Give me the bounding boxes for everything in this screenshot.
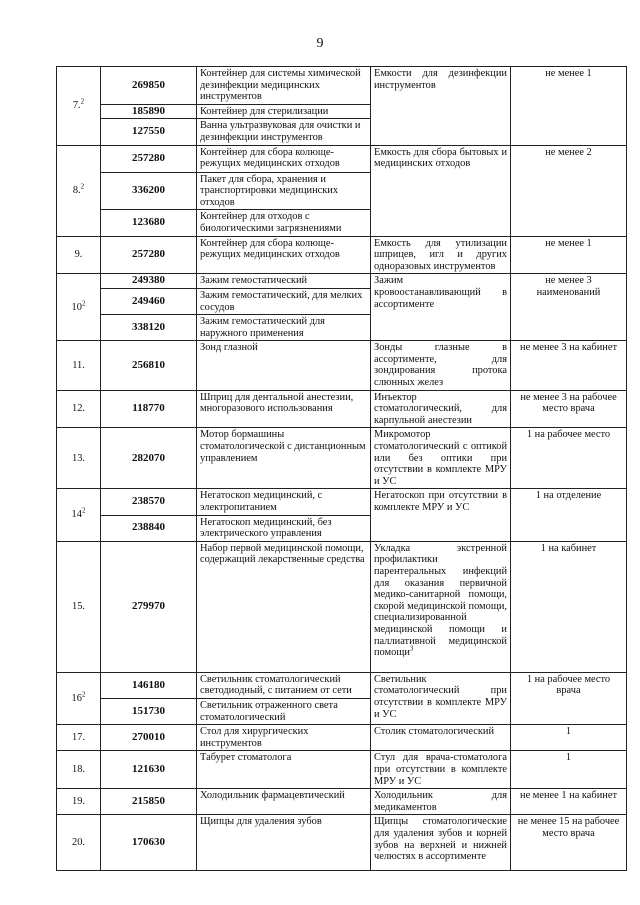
row-number-text: 14 xyxy=(71,509,82,521)
required-quantity: не менее 1 xyxy=(511,236,627,274)
row-number-text: 20. xyxy=(72,837,85,849)
required-quantity: не менее 3 на рабочее место врача xyxy=(511,390,627,428)
product-name: Зонд глазной xyxy=(197,341,371,390)
table-row xyxy=(57,67,627,105)
product-name: Светильник стоматологический светодиодный, с питанием от сети xyxy=(197,672,371,698)
row-number xyxy=(57,274,101,341)
product-code: 338120 xyxy=(101,315,197,341)
row-number-text: 16 xyxy=(71,692,82,704)
product-name: Контейнер для стерилизации xyxy=(197,104,371,119)
equipment-text: Столик стоматологический xyxy=(374,726,495,738)
equipment-text: Микромотор стоматологический с оптикой или без оптики при отсутствии в комплекте МРУ и УС xyxy=(374,429,507,487)
footnote-mark: 3 xyxy=(409,644,414,653)
product-name: Пакет для сбора, хранения и транспортировки медицинских отходов xyxy=(197,172,371,210)
product-name: Ванна ультразвуковая для очистки и дезинфекции инструментов xyxy=(197,119,371,145)
equipment-name xyxy=(371,789,511,815)
required-quantity: не менее 1 на кабинет xyxy=(511,789,627,815)
page-number: 9 xyxy=(316,36,324,51)
equipment-text: Емкость для утилизации шприцев, игл и других одноразовых инструментов xyxy=(374,237,507,272)
product-code: 123680 xyxy=(101,210,197,236)
row-number-text: 19. xyxy=(72,795,85,807)
product-name: Негатоскоп медицинский, без электрического управления xyxy=(197,515,371,541)
row-number-text: 8. xyxy=(72,184,81,196)
row-number-text: 11. xyxy=(72,359,85,371)
required-quantity: не менее 3 на кабинет xyxy=(511,341,627,390)
product-name: Щипцы для удаления зубов xyxy=(197,815,371,871)
row-number xyxy=(57,145,101,236)
equipment-text: Укладка экстренной профилактики парентеральных инфекций для оказания первичной медико-санитарной помощи, скорой медицинской помощи, специализированной медицинской помощи и паллиативной медицинской помощи xyxy=(374,542,507,659)
row-number-text: 13. xyxy=(72,452,85,464)
required-quantity: 1 на отделение xyxy=(511,489,627,541)
required-quantity: 1 на рабочее место xyxy=(511,428,627,489)
product-name: Мотор бормашины стоматологической с дистанционным управлением xyxy=(197,428,371,489)
table-row xyxy=(57,789,627,815)
table-row xyxy=(57,390,627,428)
product-name: Контейнер для отходов с биологическими загрязнениями xyxy=(197,210,371,236)
product-name: Контейнер для системы химической дезинфекции медицинских инструментов xyxy=(197,67,371,105)
equipment-name xyxy=(371,725,511,751)
product-code: 118770 xyxy=(101,390,197,428)
row-number-text: 17. xyxy=(72,731,85,743)
product-code: 279970 xyxy=(101,541,197,672)
equipment-text: Светильник стоматологический при отсутствии в комплекте МРУ и УС xyxy=(374,673,507,720)
equipment-text: Негатоскоп при отсутствии в комплекте МРУ и УС xyxy=(374,490,507,513)
product-name: Шприц для дентальной анестезии, многоразового использования xyxy=(197,390,371,428)
product-code: 257280 xyxy=(101,236,197,274)
required-quantity: 1 xyxy=(511,725,627,751)
equipment-name xyxy=(371,672,511,724)
equipment-name xyxy=(371,751,511,789)
product-name: Зажим гемостатический xyxy=(197,274,371,289)
equipment-text: Емкости для дезинфекции инструментов xyxy=(374,68,507,91)
footnote-mark: 2 xyxy=(80,97,85,106)
required-quantity: не менее 15 на рабочее место врача xyxy=(511,815,627,871)
product-code: 127550 xyxy=(101,119,197,145)
product-code: 257280 xyxy=(101,145,197,172)
product-code: 238570 xyxy=(101,489,197,515)
equipment-name xyxy=(371,815,511,871)
product-code: 256810 xyxy=(101,341,197,390)
table-row xyxy=(57,725,627,751)
product-code: 238840 xyxy=(101,515,197,541)
required-quantity: не менее 3 наименований xyxy=(511,274,627,341)
equipment-name xyxy=(371,145,511,236)
required-quantity: 1 на кабинет xyxy=(511,541,627,672)
row-number-text: 7. xyxy=(72,99,81,111)
row-number-text: 10 xyxy=(71,301,82,313)
row-number xyxy=(57,341,101,390)
product-code: 146180 xyxy=(101,672,197,698)
equipment-table xyxy=(56,66,627,871)
product-code: 151730 xyxy=(101,698,197,724)
equipment-name xyxy=(371,489,511,541)
row-number xyxy=(57,428,101,489)
equipment-text: Инъектор стоматологический, для карпульной анестезии xyxy=(374,391,507,426)
row-number xyxy=(57,725,101,751)
product-code: 121630 xyxy=(101,751,197,789)
equipment-text: Щипцы стоматологические для удаления зубов и корней зубов на верхней и нижней челюстях в ассортименте xyxy=(374,816,507,863)
table-row xyxy=(57,274,627,289)
row-number xyxy=(57,672,101,724)
equipment-text: Холодильник для медикаментов xyxy=(374,790,507,813)
equipment-name xyxy=(371,67,511,146)
product-code: 249380 xyxy=(101,274,197,289)
row-number xyxy=(57,236,101,274)
row-number xyxy=(57,789,101,815)
product-name: Зажим гемостатический, для мелких сосудов xyxy=(197,288,371,314)
equipment-text: Стул для врача-стоматолога при отсутствии в комплекте МРУ и УС xyxy=(374,752,507,787)
row-number xyxy=(57,815,101,871)
equipment-name xyxy=(371,390,511,428)
equipment-text: Зажим кровоостанавливающий в ассортименте xyxy=(374,275,507,310)
product-code: 170630 xyxy=(101,815,197,871)
table-row xyxy=(57,489,627,515)
equipment-name xyxy=(371,341,511,390)
equipment-name xyxy=(371,236,511,274)
product-code: 215850 xyxy=(101,789,197,815)
equipment-name xyxy=(371,541,511,672)
row-number xyxy=(57,751,101,789)
row-number-text: 9. xyxy=(74,249,83,261)
table-row xyxy=(57,541,627,672)
equipment-name xyxy=(371,428,511,489)
product-name: Набор первой медицинской помощи, содержащий лекарственные средства xyxy=(197,541,371,672)
product-name: Табурет стоматолога xyxy=(197,751,371,789)
footnote-mark: 2 xyxy=(81,506,86,515)
product-name: Стол для хирургических инструментов xyxy=(197,725,371,751)
row-number-text: 15. xyxy=(72,600,85,612)
product-code: 269850 xyxy=(101,67,197,105)
product-name: Зажим гемостатический для наружного применения xyxy=(197,315,371,341)
table-row xyxy=(57,751,627,789)
product-name: Холодильник фармацевтический xyxy=(197,789,371,815)
table-row xyxy=(57,428,627,489)
row-number-text: 12. xyxy=(72,403,85,415)
footnote-mark: 2 xyxy=(81,299,86,308)
product-name: Контейнер для сбора колюще-режущих медицинских отходов xyxy=(197,145,371,172)
product-code: 282070 xyxy=(101,428,197,489)
required-quantity: не менее 2 xyxy=(511,145,627,236)
equipment-name xyxy=(371,274,511,341)
equipment-text: Емкость для сбора бытовых и медицинских отходов xyxy=(374,146,507,170)
table-row xyxy=(57,145,627,172)
row-number xyxy=(57,67,101,146)
row-number xyxy=(57,541,101,672)
product-code: 270010 xyxy=(101,725,197,751)
product-code: 336200 xyxy=(101,172,197,210)
product-name: Контейнер для сбора колюще-режущих медицинских отходов xyxy=(197,236,371,274)
row-number-text: 18. xyxy=(72,763,85,775)
table-row xyxy=(57,236,627,274)
footnote-mark: 2 xyxy=(81,690,86,699)
required-quantity: не менее 1 xyxy=(511,67,627,146)
product-name: Негатоскоп медицинский, с электропитанием xyxy=(197,489,371,515)
product-code: 185890 xyxy=(101,104,197,119)
table-row xyxy=(57,815,627,871)
required-quantity: 1 xyxy=(511,751,627,789)
product-name: Светильник отраженного света стоматологический xyxy=(197,698,371,724)
row-number xyxy=(57,390,101,428)
footnote-mark: 2 xyxy=(80,182,85,191)
table-row xyxy=(57,341,627,390)
required-quantity: 1 на рабочее место врача xyxy=(511,672,627,724)
product-code: 249460 xyxy=(101,288,197,314)
table-row xyxy=(57,672,627,698)
equipment-text: Зонды глазные в ассортименте, для зондирования протока слюнных желез xyxy=(374,342,507,389)
row-number xyxy=(57,489,101,541)
